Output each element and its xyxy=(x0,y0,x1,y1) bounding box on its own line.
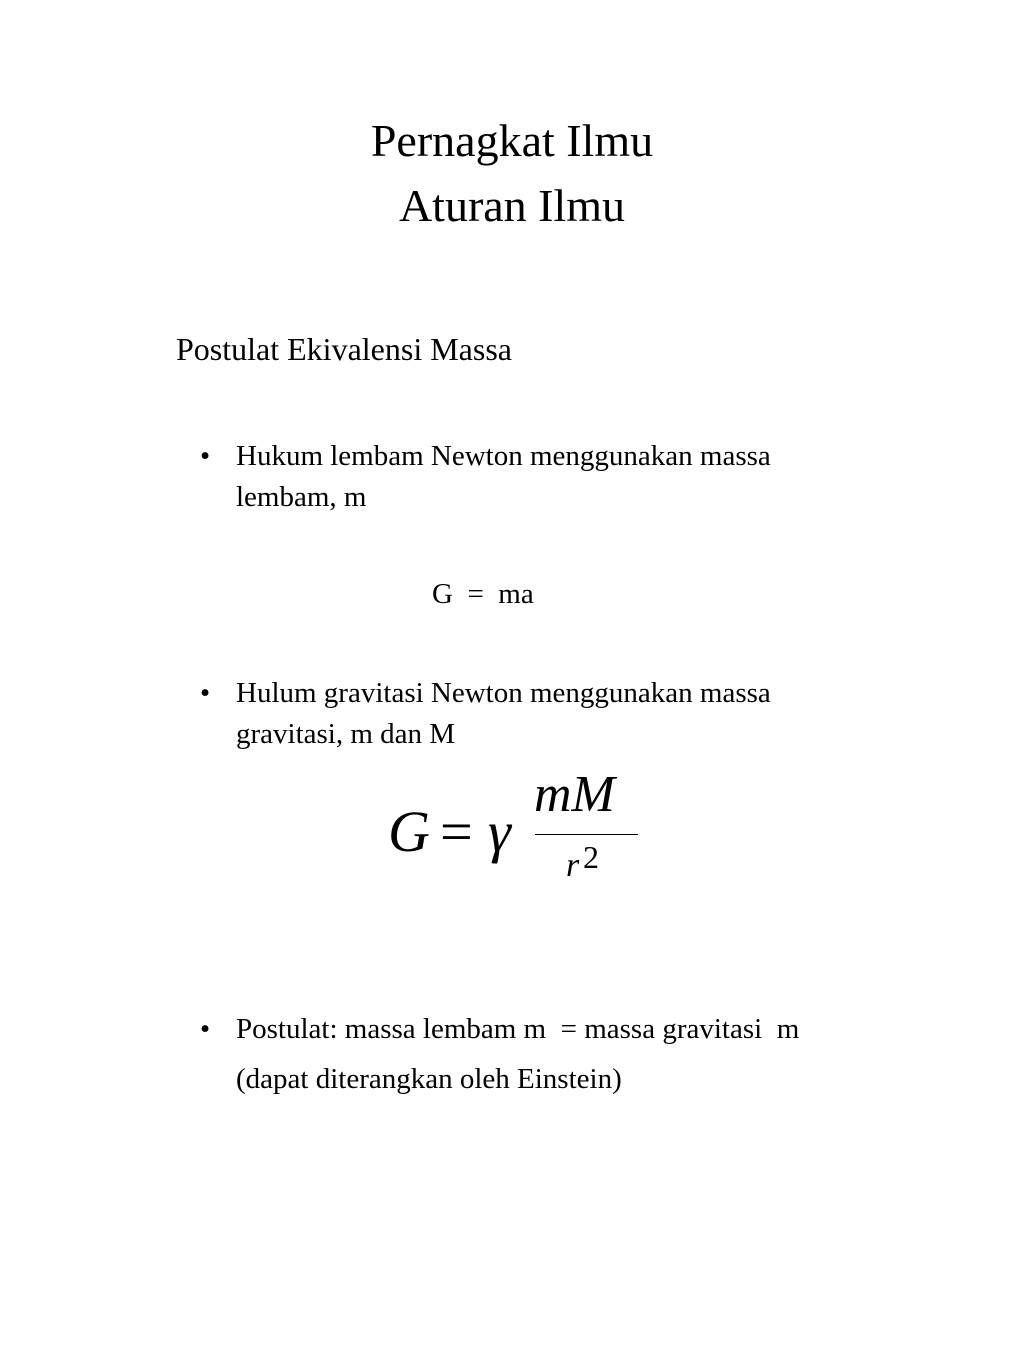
formula-fraction-bar xyxy=(535,834,638,835)
bullet-dot-3: • xyxy=(200,1013,211,1045)
formula-denominator-base: r xyxy=(566,847,580,884)
bullet-2-line-1: Hulum gravitasi Newton menggunakan massa xyxy=(236,677,771,709)
formula-denominator-exponent: 2 xyxy=(583,839,599,875)
bullet-dot-1: • xyxy=(200,440,211,472)
title-line-2: Aturan Ilmu xyxy=(398,180,626,231)
formula-equals: = xyxy=(440,799,473,864)
bullet-3-line-1: Postulat: massa lembam m = massa gravitasi m xyxy=(236,1013,800,1045)
formula-gamma: γ xyxy=(488,799,511,864)
bullet-1-line-1: Hukum lembam Newton menggunakan massa xyxy=(236,440,771,472)
section-subtitle: Postulat Ekivalensi Massa xyxy=(176,331,512,367)
formula-lhs: G xyxy=(388,799,430,864)
bullet-3-line-2: (dapat diterangkan oleh Einstein) xyxy=(236,1063,622,1095)
equation-inertial-mass: G = ma xyxy=(432,578,534,610)
bullet-1-line-2: lembam, m xyxy=(236,481,367,513)
gravitation-formula xyxy=(380,765,660,895)
title-line-1: Pernagkat Ilmu xyxy=(370,115,654,166)
formula-numerator: mM xyxy=(534,766,615,823)
bullet-dot-2: • xyxy=(200,677,211,709)
bullet-2-line-2: gravitasi, m dan M xyxy=(236,718,456,750)
